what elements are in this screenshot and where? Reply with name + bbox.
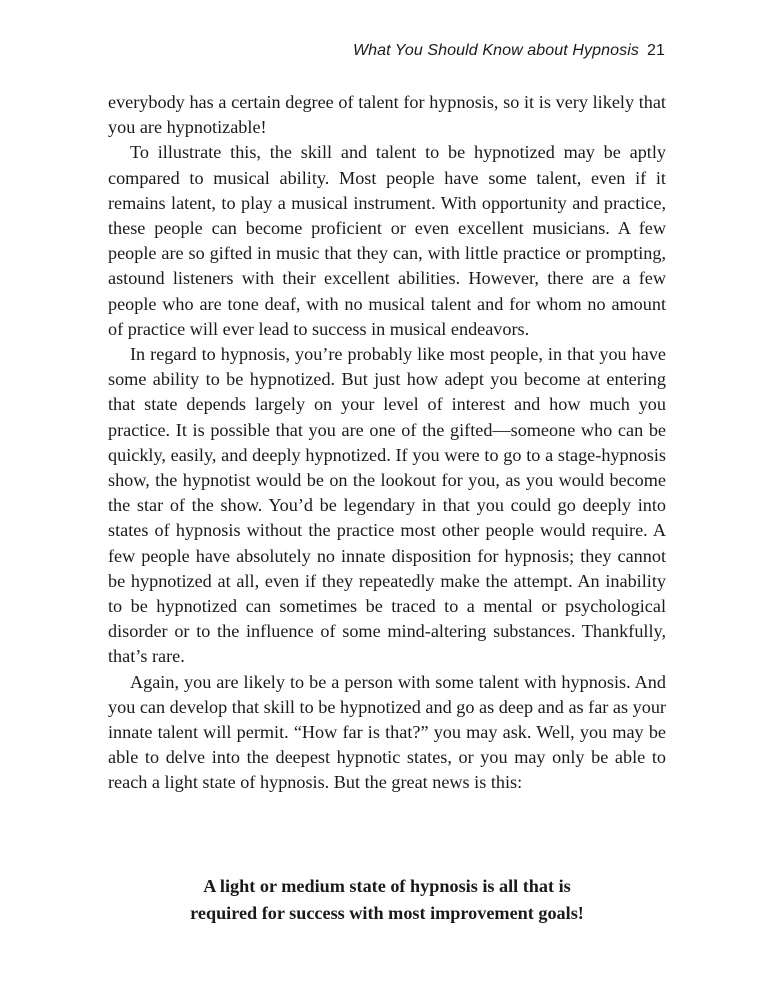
callout-statement (108, 873, 666, 927)
paragraph-talent: Again, you are likely to be a person with some talent with hypnosis. And you can develop that skill to be hypnotized and go as deep and as far as your innate talent will permit. “How far is that?” you may ask. Well, you may be able to delve into the deepest hypnotic states, or you may only be able to reach a light state of hypnosis. But the great news is this: (108, 671, 666, 793)
running-header (353, 42, 665, 60)
paragraph-musical-ability: To illustrate this, the skill and talent to be hypnotized may be aptly compared to musical ability. Most people have some talent, even if it remains latent, to play a musical instrument. With opportunity and practice, these people can become proficient or even excellent musicians. A few people are so gifted in music that they can, with little practice or prompting, astound listeners with their excellent abilities. However, there are a few people who are tone deaf, with no musical talent and for whom no amount of practice will ever lead to success in musical endeavors. (108, 142, 666, 339)
paragraph-hypnosis-ability: In regard to hypnosis, you’re probably like most people, in that you have some ability to be hypnotized. But just how adept you become at entering that state depends largely on your level of interest and how much you practice. It is possible that you are one of the gifted—someone who can be quickly, easily, and deeply hypnotized. If you were to go to a stage-hypnosis show, the hypnotist would be on the lookout for you, as you would become the star of the show. You’d be legendary in that you could go deeply into states of hypnosis without the practice most other people would require. A few people have absolutely no innate disposition for hypnosis; they cannot be hypnotized at all, even if they repeatedly make the attempt. An inability to be hypnotized can sometimes be traced to a mental or psychological disorder or to the influence of some mind-altering substances. Thankfully, that’s rare. (108, 344, 666, 667)
callout-line-1: A light or medium state of hypnosis is all that is (203, 876, 571, 896)
callout-line-2: required for success with most improvement goals! (190, 903, 584, 923)
paragraph-continuation: everybody has a certain degree of talent for hypnosis, so it is very likely that you are hypnotizable! (108, 92, 666, 138)
body-text (108, 90, 666, 796)
page-number: 21 (647, 42, 665, 59)
running-title: What You Should Know about Hypnosis (352, 42, 639, 59)
